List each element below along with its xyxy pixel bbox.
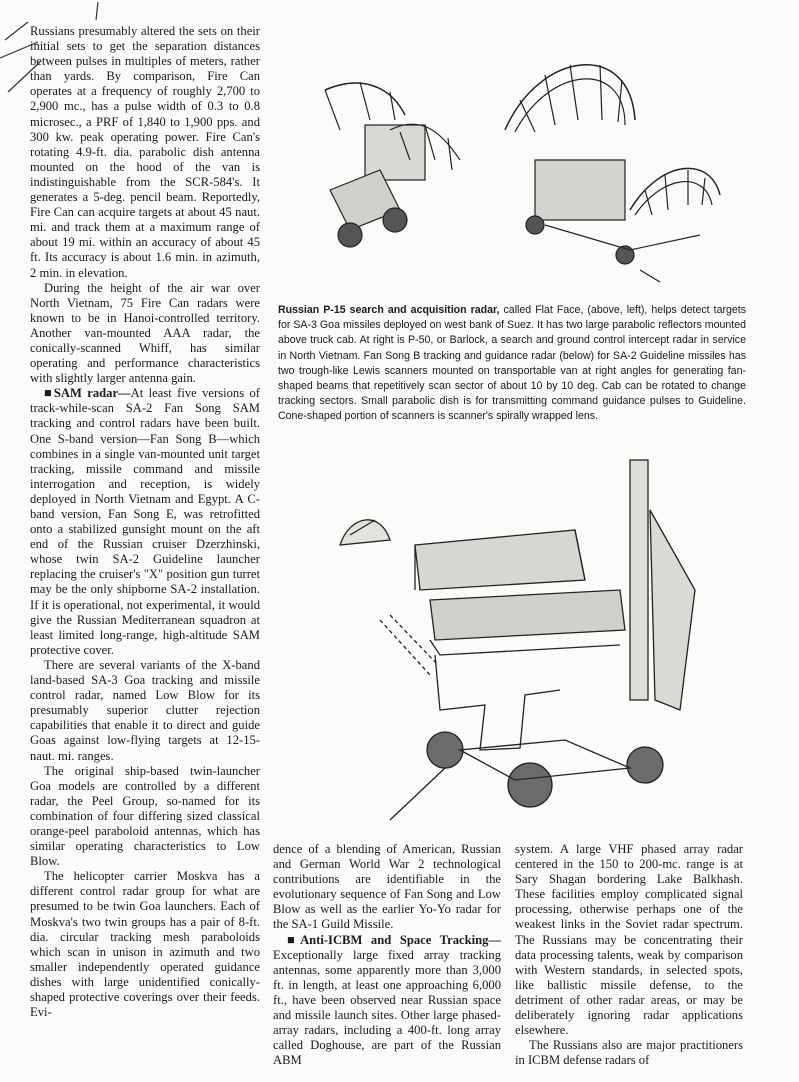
paragraph: During the height of the air war over North Vietnam, 75 Fire Can radars were known to be in Hanoi-controlled territory. Another van-mounted AAA radar, the conically-scanned Whiff, has similar operating and performance characteristics with slightly larger antenna gain. [30, 280, 260, 386]
paragraph: There are several variants of the X-band land-based SA-3 Goa tracking and missile control radar, named Low Blow for its presumably superior clutter rejection capabilities that enable it to direct and guide Goas against low-flying targets at 12-15-naut. mi. ranges. [30, 657, 260, 763]
paragraph: The original ship-based twin-launcher Goa models are controlled by a different radar, the Peel Group, so-named for its combination of four differing sized classical orange-peel paraboloid antennas, which has similar operating characteristics to Low Blow. [30, 763, 260, 869]
paragraph: system. A large VHF phased array radar centered in the 150 to 200-mc. range is at Sary Shagan bordering Lake Balkhash. These facilities employ complicated signal processing, otherwise perhaps one of the weakest links in the Soviet radar spectrum. The Russians may be concentrating their data processing talents, weak by comparison with Western standards, in selected spots, like ballistic missile defense, to the detriment of other radar areas, or may be deliberately ignoring radar applications elsewhere. [515, 842, 743, 1038]
paragraph: ■SAM radar—At least five versions of track-while-scan SA-2 Fan Song SAM tracking and control radars have been built. One S-band version—Fan Song B—which combines in a single van-mounted unit target tracking, missile command and missile interrogation and reception, is widely deployed in North Vietnam and Egypt. A C-band version, Fan Song E, was retrofitted onto a stabilized gunsight mount on the aft end of the Russian cruiser Dzerzhinski, whose twin SA-2 Guideline launcher replacing the cruiser's "X" position gun turret may be the only shipborne SA-2 installation. If it is operational, not experimental, it would give the Russian Mediterranean squadron at least limited long-range, high-altitude SAM protective cover. [30, 386, 260, 657]
section-heading-sam: ■SAM radar— [44, 386, 131, 401]
figure-caption [278, 303, 746, 425]
paragraph: ■Anti-ICBM and Space Tracking—Exceptionally large fixed array tracking antennas, some apparently more than 3,000 ft. in length, at least one approaching 6,000 ft., have been observed near Russian space and missile launch sites. Other large phased-array radars, including a 400-ft. long array called Doghouse, are part of the Russian ABM [273, 932, 502, 1068]
paragraph: The helicopter carrier Moskva has a different control radar group for what are presumed to be twin Goa launchers. Each of Moskva's two twin groups has a pair of 8-ft. dia. circular tracking mesh paraboloids which scan in unison in azimuth and two smaller independently operated guidance dishes with large unidentified conically-shaped protective coverings over their feeds. Evi- [30, 869, 260, 1020]
flat-face-truck-illustration [325, 82, 460, 247]
left-text-column [30, 24, 260, 1020]
middle-text-column [273, 842, 501, 1068]
caption-text: called Flat Face, (above, left), helps detect targets for SA-3 Goa missiles deployed on west bank of Suez. It has two large parabolic reflectors mounted above truck cab. At right is P-50, or Barlock, a search and ground control intercept radar in service in North Vietnam. Fan Song B tracking and guidance radar (below) for SA-2 Guideline missiles has two trough-like Lewis scanners mounted on transportable van at right angles for generating fan-shaped beams that repetitively scan sector of about 10 by 10 deg. Cab can be rotated to change tracking sectors. Small parabolic dish is for transmitting command guidance pulses to Guideline. Cone-shaped portion of scanners is scanner's spirally wrapped lens. [278, 304, 747, 423]
barlock-radar-illustration [505, 65, 720, 282]
section-heading-anti-icbm: ■Anti-ICBM and Space Tracking— [287, 932, 502, 947]
flat-face-and-barlock-radar-photo [300, 20, 750, 300]
right-text-column [515, 842, 743, 1068]
paragraph: Russians presumably altered the sets on their initial sets to get the separation distances between pulses in multiples of meters, rather than yards. By comparison, Fire Can operates at a frequency of roughly 2,700 to 2,900 mc., has a pulse width of 0.3 to 0.8 microsec., a PRF of 1,840 to 1,900 pps. and 300 kw. peak operating power. Fire Can's rotating 4.9-ft. dia. parabolic dish antenna mounted on the hood of the van is indistinguishable from the SCR-584's. It generates a 5-deg. pencil beam. Reportedly, Fire Can can acquire targets at about 45 naut. mi. and track them at a maximum range of about 19 mi. within an accuracy of about 45 ft. Its accuracy is about 1.6 min. in azimuth, 2 min. in elevation. [30, 24, 260, 280]
caption-lead: Russian P-15 search and acquisition radar, [278, 304, 500, 316]
paragraph: dence of a blending of American, Russian and German World War 2 technological contributions are identifiable in the evolutionary sequence of Fan Song and Low Blow as well as the earlier Yo-Yo radar for the SA-1 Guild Missile. [273, 842, 501, 932]
paragraph: The Russians also are major practitioners in ICBM defense radars of [515, 1038, 743, 1068]
fan-song-b-radar-photo [320, 450, 760, 830]
